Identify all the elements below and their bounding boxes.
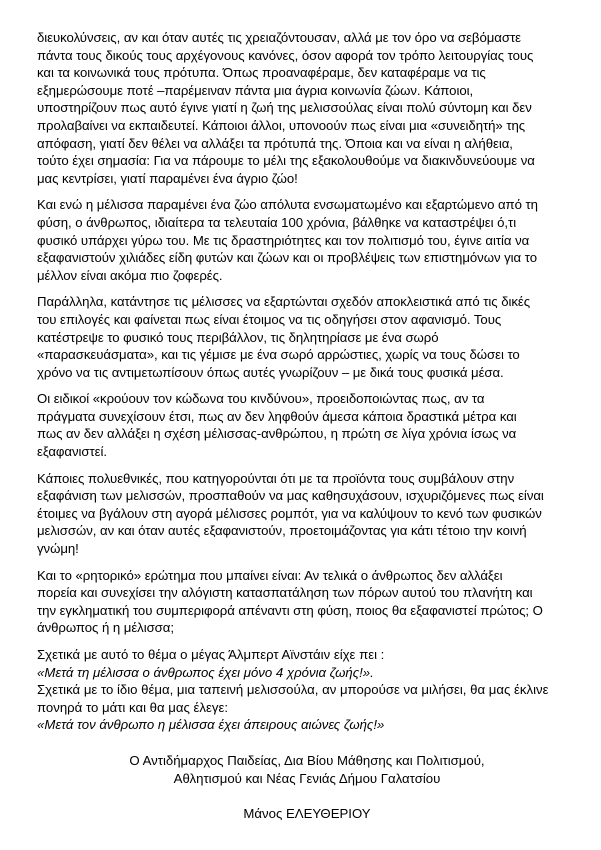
paragraph-6: Και το «ρητορικό» ερώτημα που μπαίνει είναι: Αν τελικά ο άνθρωπος δεν αλλάξει πορεία και συνεχίσει την αλόγιστη κατασπατάληση των πόρων αυτού του πλανήτη και την εγκληματική του συμπεριφορά απέναντι στη φύση, ποιος θα εξαφανιστεί πρώτος; Ο άνθρωπος ή η μέλισσα;: [37, 567, 543, 636]
paragraph-4: Οι ειδικοί «κρούουν τον κώδωνα του κινδύνου», προειδοποιώντας πως, αν τα πράγματα συνεχίσουν έτσι, πως αν δεν ληφθούν άμεσα κάποια δραστικά μέτρα και πως αν δεν αλλάξει η σχέση μέλισσας-ανθρώπου, η πρώτη σε λίγα χρόνια ίσως να εξαφανιστεί.: [37, 391, 517, 460]
signature-block: [37, 752, 577, 787]
paragraph-1: διευκολύνσεις, αν και όταν αυτές τις χρειαζόντουσαν, αλλά με τον όρο να σεβόμαστε πάντα τους δικούς τους αρχέγονους κανόνες, όσον αφορά τον τρόπο λειτουργίας τους και τα κοινωνικά τους πρότυπα. Όπως προαναφέραμε, δεν καταφέραμε να τις εξημερώσουμε ποτέ –παρέμειναν πάντα μια άγρια κοινωνία ζώων. Κάποιοι, υποστηρίζουν πως αυτό έγινε γιατί η ζωή της μελισσούλας είναι πολύ σύντομη και δεν προλαβαίνει να εκπαιδευτεί. Κάποιοι άλλοι, υπονοούν πως είναι μια «συνειδητή» της απόφαση, γιατί δεν θέλει να αλλάξει τα πρότυπά της. Όποια και να είναι η αλήθεια, τούτο έχει σημασία: Για να πάρουμε το μέλι της εξακολουθούμε να διακινδυνεύουμε να μας κεντρίσει, γιατί παραμένει ένα άγριο ζώο!: [37, 30, 535, 186]
bee-intro-line-1: Σχετικά με το ίδιο θέμα, μια ταπεινή μελισσούλα, αν μπορούσε να μιλήσει, θα μας έκλινε: [37, 682, 549, 698]
signature-title-line-2: Αθλητισμού και Νέας Γενιάς Δήμου Γαλατσίου: [173, 770, 441, 786]
einstein-intro: Σχετικά με αυτό το θέμα ο μέγας Άλμπερτ Αϊνστάιν είχε πει :: [37, 647, 385, 662]
bee-quote: «Μετά τον άνθρωπο η μέλισσα έχει άπειρους αιώνες ζωής!»: [37, 717, 385, 733]
signature-title-line-1: Ο Αντιδήμαρχος Παιδείας, Δια Βίου Μάθησης και Πολιτισμού,: [129, 752, 485, 768]
paragraph-3: Παράλληλα, κατάντησε τις μέλισσες να εξαρτώνται σχεδόν αποκλειστικά από τις δικές του επιλογές και φαίνεται πως είναι έτοιμος να τις οδηγήσει στον αφανισμό. Τους κατέστρεψε το φυσικό τους περιβάλλον, τις δηλητηρίασε με ένα σωρό «παρασκευάσματα», και τις γέμισε με ένα σωρό αρρώστιες, χωρίς να τους δώσει το χρόνο να τις αντιμετωπίσουν όπως αυτές γνωρίζουν – με δικά τους φυσικά μέσα.: [37, 294, 531, 380]
paragraph-5: Κάποιες πολυεθνικές, που κατηγορούνται ότι με τα προϊόντα τους συμβάλουν στην εξαφάνιση των μελισσών, προσπαθούν να μας καθησυχάσουν, ισχυριζόμενες πως είναι έτοιμες να βγάλουν στη αγορά μέλισσες ρομπότ, για να καλύψουν το κενό των φυσικών μελισσών, αν και όταν αυτές εξαφανιστούν, προετοιμάζοντας για κάτι τέτοιο την κοινή γνώμη!: [37, 470, 544, 557]
author-name: Μάνος ΕΛΕΥΘΕΡΙΟΥ: [243, 806, 371, 822]
bee-intro-line-2: πονηρά το μάτι και θα μας έλεγε:: [37, 699, 229, 715]
einstein-quote: «Μετά τη μέλισσα ο άνθρωπος έχει μόνο 4 χρόνια ζωής!».: [37, 664, 374, 680]
quotes-block: [37, 646, 577, 734]
paragraph-2: Και ενώ η μέλισσα παραμένει ένα ζώο απόλυτα ενσωματωμένο και εξαρτώμενο από τη φύση, ο άνθρωπος, ιδιαίτερα τα τελευταία 100 χρόνια, βάλθηκε να καταστρέψει ό,τι φυσικό υπάρχει γύρω του. Με τις δραστηριότητες και τον πολιτισμό του, έγινε αιτία να εξαφανιστούν χιλιάδες είδη φυτών και ζώων και οι προβλέψεις των επιστημόνων για το μέλλον είναι ακόμα πιο ζοφερές.: [37, 197, 538, 283]
